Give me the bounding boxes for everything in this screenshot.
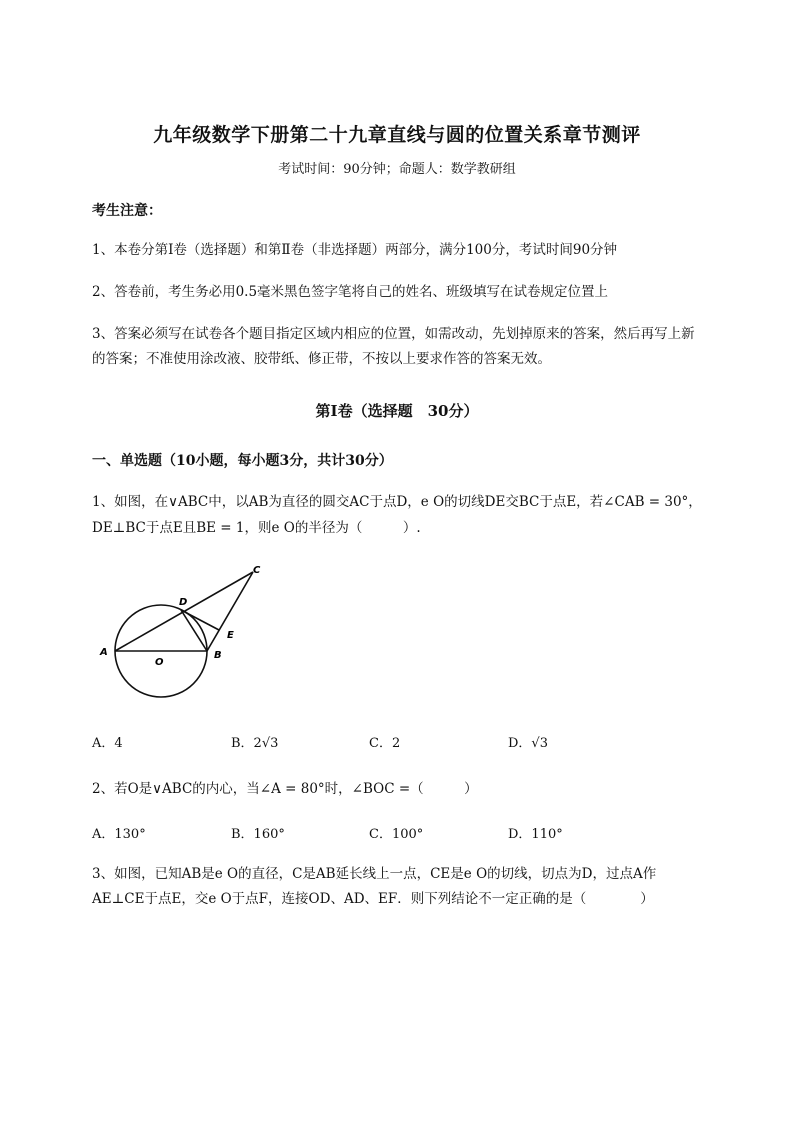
label-a: A (100, 647, 108, 658)
question-1-line-2: DE⊥BC于点E且BE = 1，则e O的半径为（ ）. (92, 520, 421, 536)
notice-item-3-line-2: 的答案；不准使用涂改液、胶带纸、修正带，不按以上要求作答的答案无效。 (92, 351, 551, 367)
question-2-option-c[interactable]: C．100° (369, 827, 424, 842)
section-title: 第I卷（选择题 30分） (315, 402, 479, 420)
question-1-figure (95, 558, 275, 708)
question-1-option-a[interactable]: A．4 (92, 736, 123, 751)
question-1-option-d[interactable]: D．√3 (508, 736, 548, 751)
question-3-line-2: AE⊥CE于点E，交e O于点F，连接OD、AD、EF．则下列结论不一定正确的是（ ） (92, 891, 654, 907)
label-d: D (179, 597, 188, 608)
notice-item-2: 2、答卷前，考生务必用0.5毫米黑色签字笔将自己的姓名、班级填写在试卷规定位置上 (92, 284, 609, 300)
question-1-option-c[interactable]: C．2 (369, 736, 401, 751)
question-2-option-a[interactable]: A．130° (92, 827, 146, 842)
exam-title: 九年级数学下册第二十九章直线与圆的位置关系章节测评 (153, 124, 641, 146)
label-c: C (253, 565, 261, 576)
question-2-option-d[interactable]: D．110° (508, 827, 563, 842)
label-o: O (155, 657, 164, 668)
question-1-option-b[interactable]: B．2√3 (231, 736, 279, 751)
question-3-line-1: 3、如图，已知AB是e O的直径，C是AB延长线上一点，CE是e O的切线，切点为D，过点A作 (92, 866, 657, 882)
exam-subtitle: 考试时间：90分钟；命题人：数学教研组 (278, 162, 516, 177)
notice-heading: 考生注意： (92, 203, 162, 219)
question-2-option-b[interactable]: B．160° (231, 827, 285, 842)
label-b: B (214, 650, 222, 661)
notice-item-3-line-1: 3、答案必须写在试卷各个题目指定区域内相应的位置，如需改动，先划掉原来的答案，然后再写上新 (92, 326, 695, 342)
question-1-line-1: 1、如图，在∨ABC中，以AB为直径的圆交AC于点D，e O的切线DE交BC于点E，若∠CAB = 30°， (92, 494, 702, 510)
part-heading: 一、单选题（10小题，每小题3分，共计30分） (92, 453, 393, 469)
label-e: E (227, 630, 234, 641)
notice-item-1: 1、本卷分第I卷（选择题）和第Ⅱ卷（非选择题）两部分，满分100分，考试时间90分钟 (92, 242, 618, 258)
question-2-line-1: 2、若O是∨ABC的内心，当∠A = 80°时，∠BOC =（ ） (92, 781, 478, 797)
